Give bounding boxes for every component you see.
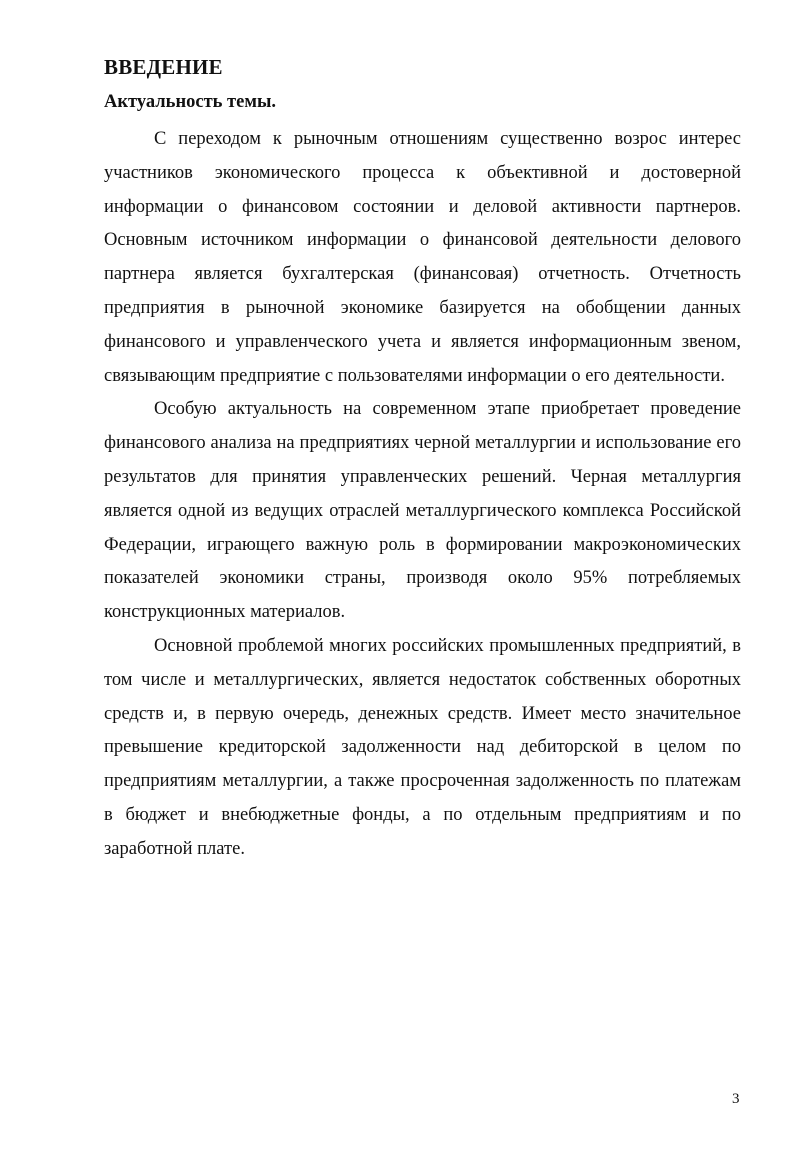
page-number: 3 bbox=[732, 1091, 740, 1107]
paragraph-metallurgy-analysis: Особую актуальность на современном этапе приобретает проведение финансового анализа на предприятиях черной металлургии и использование его результатов для принятия управленческих решений. Черная металлургия является одной из ведущих отраслей металлургического комплекса Российской Федерации, играющего важную роль в формировании макроэкономических показателей экономики страны, производя около 95% потребляемых конструкционных материалов. bbox=[104, 399, 741, 623]
section-title: ВВЕДЕНИЕ bbox=[104, 55, 223, 79]
paragraph-working-capital-problem: Основной проблемой многих российских промышленных предприятий, в том числе и металлургических, является недостаток собственных оборотных средств и, в первую очередь, денежных средств. Имеет место значительное превышение кредиторской задолженности над дебиторской в целом по предприятиям металлургии, а также просроченная задолженность по платежам в бюджет и внебюджетные фонды, а по отдельным предприятиям и по заработной плате. bbox=[104, 635, 741, 859]
body-text bbox=[104, 123, 741, 867]
paragraph-relevance-intro: С переходом к рыночным отношениям существенно возрос интерес участников экономического процесса к объективной и достоверной информации о финансовом состоянии и деловой активности партнеров. Основным источником информации о финансовой деятельности делового партнера является бухгалтерская (финансовая) отчетность. Отчетность предприятия в рыночной экономике базируется на обобщении данных финансового и управленческого учета и является информационным звеном, связывающим предприятие с пользователями информации о его деятельности. bbox=[104, 129, 741, 386]
subsection-title: Актуальность темы. bbox=[104, 92, 277, 112]
